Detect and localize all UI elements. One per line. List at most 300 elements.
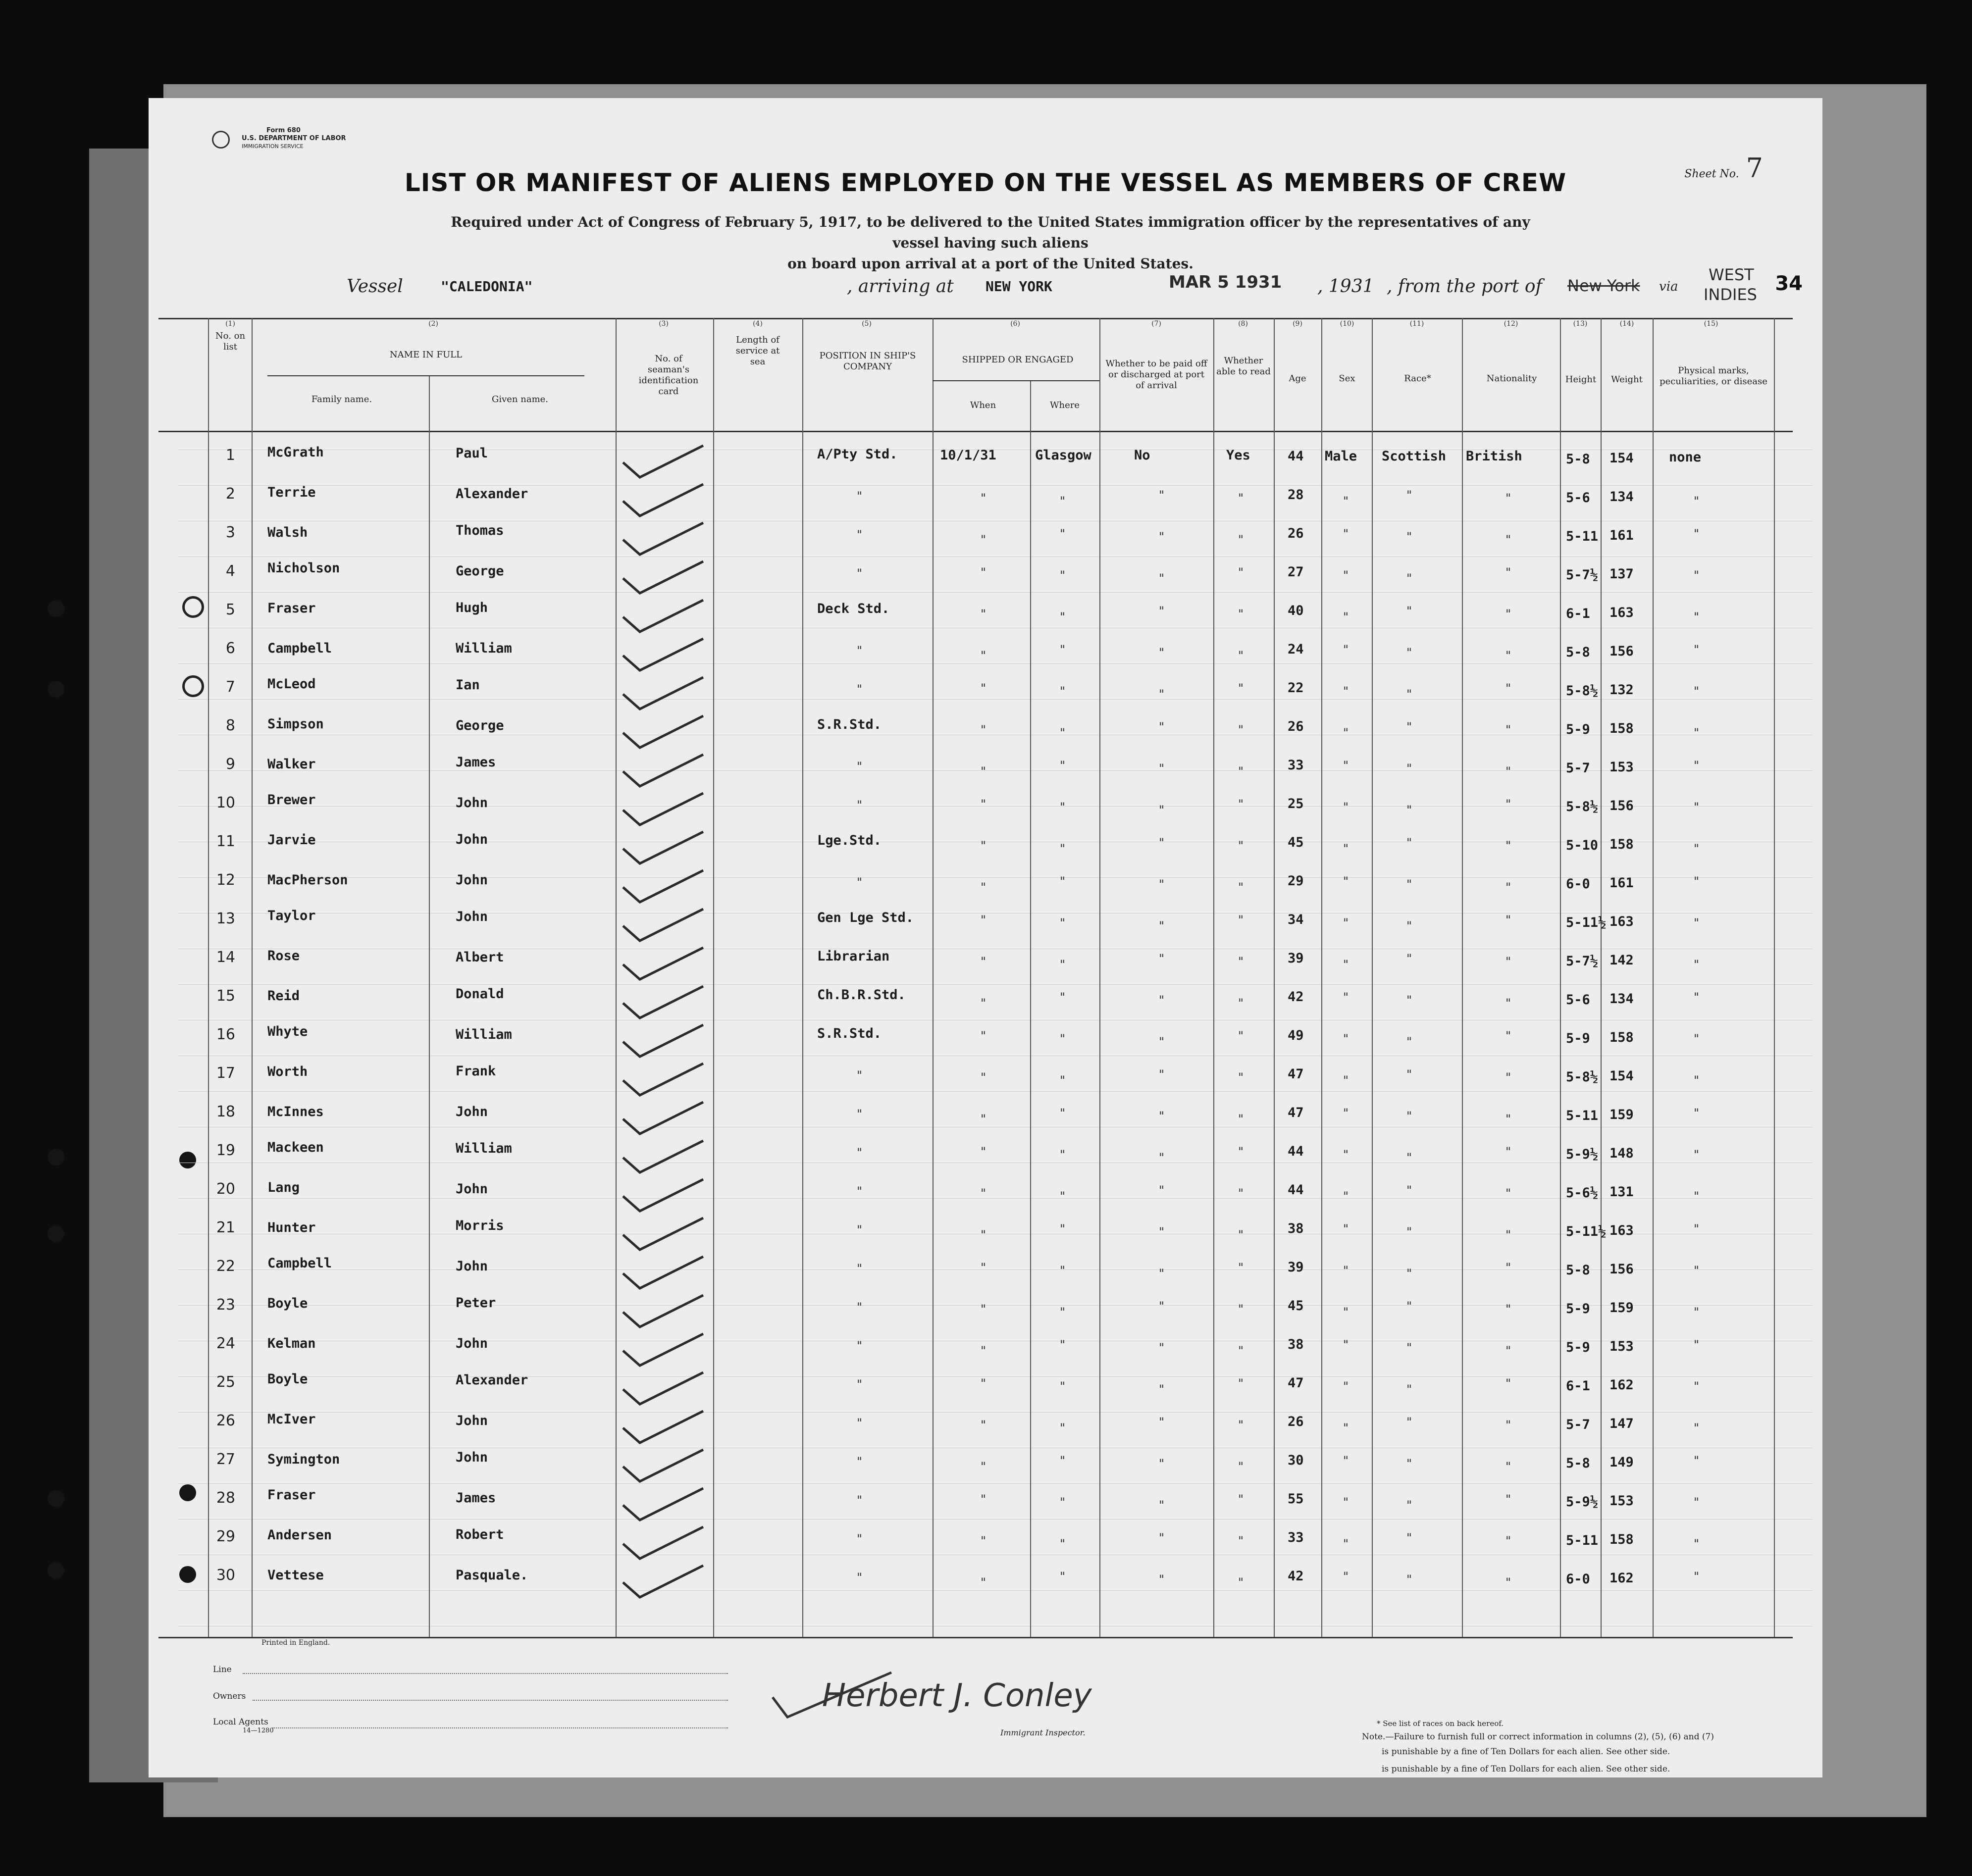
ditto-mark: "	[1060, 1495, 1066, 1509]
age: 39	[1288, 951, 1304, 966]
via-label: via	[1659, 279, 1678, 294]
owners-field	[253, 1699, 728, 1701]
age: 44	[1288, 449, 1304, 464]
ditto-mark: "	[1505, 1376, 1511, 1390]
check-mark-icon	[619, 828, 708, 867]
ditto-mark: "	[1694, 800, 1700, 814]
row-number: 15	[216, 987, 235, 1005]
row-number: 20	[216, 1180, 235, 1198]
row-number: 28	[216, 1489, 235, 1507]
row-number: 21	[216, 1219, 235, 1236]
ditto-mark: "	[1406, 646, 1412, 659]
ditto-mark: "	[1406, 993, 1412, 1007]
weight: 154	[1609, 451, 1634, 466]
ditto-mark: "	[1159, 604, 1165, 618]
position-ditto: "	[857, 1532, 863, 1546]
ditto-mark: "	[1343, 916, 1349, 930]
column-rule	[1774, 318, 1775, 1637]
family-name: Campbell	[267, 641, 332, 656]
column-rule	[1462, 318, 1463, 1637]
ditto-mark: "	[1159, 488, 1165, 502]
ditto-mark: "	[1238, 1575, 1244, 1589]
arriving-label: , arriving at	[847, 276, 954, 297]
ditto-mark: "	[1159, 571, 1165, 585]
ditto-mark: "	[1060, 1222, 1066, 1236]
given-name: George	[456, 718, 504, 733]
given-name: John	[456, 1450, 488, 1465]
ruled-line	[178, 1519, 1813, 1520]
ditto-mark: "	[1694, 1305, 1700, 1319]
position-ditto: "	[857, 1262, 863, 1275]
height: 5-9	[1566, 1301, 1590, 1317]
ditto-mark: "	[1060, 842, 1066, 856]
ditto-mark: "	[1060, 643, 1066, 657]
height: 5-8½	[1566, 683, 1599, 699]
signature-caption: Immigrant Inspector.	[1000, 1728, 1086, 1737]
ditto-mark: "	[1238, 1418, 1244, 1432]
family-name: Hunter	[267, 1220, 316, 1235]
weight: 142	[1609, 953, 1634, 968]
age: 34	[1288, 912, 1304, 927]
ditto-mark: "	[1406, 1035, 1412, 1049]
manifest-sheet	[149, 98, 1822, 1777]
col-header-id-card: No. of seaman's identification card	[638, 354, 699, 397]
ruled-line	[178, 984, 1813, 985]
family-name: Andersen	[267, 1527, 332, 1543]
col-header-paid-off: Whether to be paid off or discharged at port of arrival	[1105, 358, 1207, 391]
name-subheader-rule	[267, 375, 584, 376]
weight: 156	[1609, 644, 1634, 659]
age: 27	[1288, 564, 1304, 580]
ditto-mark: "	[1694, 1222, 1700, 1236]
fine-note-3: is punishable by a fine of Ten Dollars for each alien. See other side.	[1382, 1764, 1670, 1774]
position-ditto: "	[857, 1300, 863, 1314]
row-number: 3	[225, 524, 235, 541]
ditto-mark: "	[1343, 494, 1349, 508]
col-header-weight: Weight	[1611, 374, 1643, 385]
ditto-mark: "	[1343, 1570, 1349, 1583]
weight: 161	[1609, 875, 1634, 891]
ruled-line	[178, 1091, 1813, 1092]
height: 5-8½	[1566, 1069, 1599, 1085]
ditto-mark: "	[1060, 1379, 1066, 1393]
ditto-mark: "	[981, 565, 986, 579]
height: 5-11	[1566, 1108, 1599, 1123]
local-agents-label: Local Agents	[213, 1717, 268, 1727]
check-mark-icon	[619, 596, 708, 636]
ditto-mark: "	[1060, 759, 1066, 772]
given-name: John	[456, 909, 488, 924]
ditto-mark: "	[1694, 1495, 1700, 1509]
ditto-mark: "	[1505, 764, 1511, 778]
ditto-mark: "	[981, 1492, 986, 1506]
family-name: Walsh	[267, 525, 308, 540]
from-label: , from the port of	[1387, 276, 1542, 297]
col3-number: (3)	[659, 320, 669, 328]
ditto-mark: "	[1060, 494, 1066, 508]
given-name: Alexander	[456, 1372, 528, 1388]
given-name: Ian	[456, 677, 480, 693]
ditto-mark: "	[1406, 1415, 1412, 1429]
height: 5-9	[1566, 722, 1590, 737]
ditto-mark: "	[1238, 1070, 1244, 1084]
height: 5-8	[1566, 645, 1590, 660]
ditto-mark: "	[1505, 913, 1511, 927]
ruled-line	[178, 1590, 1813, 1591]
age: 33	[1288, 1530, 1304, 1545]
ditto-mark: "	[1343, 958, 1349, 971]
height: 5-9½	[1566, 1147, 1599, 1162]
check-mark-icon	[619, 1060, 708, 1099]
ditto-mark: "	[1694, 1338, 1700, 1352]
ditto-mark: "	[1238, 723, 1244, 737]
row-number: 27	[216, 1451, 235, 1468]
owners-label: Owners	[213, 1691, 246, 1701]
position-ditto: "	[857, 1184, 863, 1198]
row-number: 23	[216, 1296, 235, 1314]
ditto-mark: "	[1060, 990, 1066, 1004]
height: 5-6½	[1566, 1185, 1599, 1201]
family-name: Campbell	[267, 1256, 332, 1271]
ditto-mark: "	[1159, 803, 1165, 817]
ditto-mark: "	[1505, 1575, 1511, 1589]
ditto-mark: "	[1505, 1302, 1511, 1316]
ditto-mark: "	[1406, 1382, 1412, 1396]
position: Ch.B.R.Std.	[817, 987, 906, 1003]
ditto-mark: "	[981, 880, 986, 894]
weight: 159	[1609, 1107, 1634, 1122]
height: 5-8	[1566, 452, 1590, 467]
ditto-mark: "	[1505, 649, 1511, 662]
ruled-line	[178, 485, 1813, 486]
given-name: William	[456, 1141, 512, 1156]
ditto-mark: "	[1343, 1495, 1349, 1509]
ditto-mark: "	[1343, 1073, 1349, 1087]
age: 42	[1288, 989, 1304, 1005]
ditto-mark: "	[1505, 880, 1511, 894]
ditto-mark: "	[1159, 1035, 1165, 1049]
row-number: 11	[216, 833, 235, 850]
ditto-mark: "	[1060, 874, 1066, 888]
ditto-mark: "	[1159, 1067, 1165, 1081]
ditto-mark: "	[1159, 1572, 1165, 1586]
height: 5-9	[1566, 1031, 1590, 1046]
given-name: John	[456, 1413, 488, 1428]
position: A/Pty Std.	[817, 447, 898, 462]
check-mark-icon	[619, 442, 708, 481]
ditto-mark: "	[1406, 1299, 1412, 1313]
ditto-mark: "	[1238, 533, 1244, 547]
check-mark-icon	[619, 1291, 708, 1331]
given-name: John	[456, 1181, 488, 1197]
ditto-mark: "	[1694, 1379, 1700, 1393]
ditto-mark: "	[1060, 916, 1066, 930]
col-header-when: When	[970, 400, 996, 410]
ditto-mark: "	[1159, 687, 1165, 701]
arriving-port: NEW YORK	[986, 278, 1052, 295]
binder-hole	[48, 681, 64, 698]
ditto-mark: "	[1505, 839, 1511, 853]
position-ditto: "	[857, 1223, 863, 1237]
ditto-mark: "	[1406, 720, 1412, 734]
ditto-mark: "	[1060, 568, 1066, 582]
weight: 148	[1609, 1146, 1634, 1161]
ruled-line	[178, 1376, 1813, 1377]
row-number: 24	[216, 1335, 235, 1352]
row-number: 13	[216, 910, 235, 927]
ditto-mark: "	[1505, 491, 1511, 505]
ditto-mark: "	[1238, 1302, 1244, 1316]
ditto-mark: "	[1238, 764, 1244, 778]
age: 25	[1288, 796, 1304, 811]
sheet-label: Sheet No.	[1684, 168, 1739, 180]
ditto-mark: "	[1694, 494, 1700, 508]
ditto-mark: "	[1159, 1299, 1165, 1313]
ditto-mark: "	[981, 797, 986, 811]
vessel-name: "CALEDONIA"	[441, 278, 533, 295]
ruled-line	[178, 1412, 1813, 1413]
col-header-where: Where	[1049, 400, 1080, 410]
ditto-mark: "	[981, 1112, 986, 1126]
ditto-mark: "	[981, 1376, 986, 1390]
height: 5-9½	[1566, 1494, 1599, 1510]
row-number: 29	[216, 1528, 235, 1545]
ditto-mark: "	[981, 533, 986, 547]
ditto-mark: "	[1159, 530, 1165, 544]
check-mark-icon	[619, 1446, 708, 1485]
ditto-mark: "	[1238, 565, 1244, 579]
ditto-mark: "	[1159, 1183, 1165, 1197]
ditto-mark: "	[1406, 1151, 1412, 1165]
ditto-mark: "	[1159, 836, 1165, 850]
fine-note-1: Note.—Failure to furnish full or correct information in columns (2), (5), (6) and (7)	[1362, 1732, 1714, 1742]
position-ditto: "	[857, 875, 863, 889]
weight: 158	[1609, 837, 1634, 852]
shipped-where: Glasgow	[1035, 448, 1091, 463]
ditto-mark: "	[1238, 913, 1244, 927]
height: 5-7½	[1566, 567, 1599, 583]
family-name: McInnes	[267, 1104, 324, 1119]
ditto-mark: "	[1505, 533, 1511, 547]
ditto-mark: "	[1238, 491, 1244, 505]
family-name: Worth	[267, 1064, 308, 1079]
height: 5-10	[1566, 838, 1599, 853]
ditto-mark: "	[1505, 1070, 1511, 1084]
col5-number: (5)	[862, 320, 872, 328]
given-name: Albert	[456, 950, 504, 965]
column-rule	[1321, 318, 1322, 1637]
weight: 137	[1609, 566, 1634, 582]
position: S.R.Std.	[817, 717, 882, 732]
ditto-mark: "	[1159, 1341, 1165, 1355]
ditto-mark: "	[1694, 874, 1700, 888]
ditto-mark: "	[1159, 1498, 1165, 1512]
given-name: John	[456, 872, 488, 888]
check-mark-icon	[619, 1562, 708, 1601]
ditto-mark: "	[1060, 1148, 1066, 1162]
ditto-mark: "	[1238, 1029, 1244, 1043]
ditto-mark: "	[1694, 990, 1700, 1004]
family-name: Walker	[267, 757, 316, 772]
col-header-physical-marks: Physical marks, peculiarities, or disease	[1660, 365, 1767, 387]
col-header-no-on-list: No. on list	[215, 331, 246, 352]
weight: 156	[1609, 798, 1634, 813]
column-rule	[1030, 380, 1031, 1637]
sheet-number: 7	[1746, 152, 1763, 184]
given-name: Morris	[456, 1218, 504, 1233]
ditto-mark: "	[1238, 649, 1244, 662]
weight: 154	[1609, 1068, 1634, 1084]
weight: 134	[1609, 489, 1634, 505]
ditto-mark: "	[1505, 1145, 1511, 1159]
ditto-mark: "	[1060, 1106, 1066, 1120]
ditto-mark: "	[1343, 1305, 1349, 1319]
ditto-mark: "	[1238, 607, 1244, 621]
ditto-mark: "	[981, 1029, 986, 1043]
age: 29	[1288, 873, 1304, 889]
ditto-mark: "	[981, 649, 986, 662]
ditto-mark: "	[1238, 797, 1244, 811]
ditto-mark: "	[1238, 880, 1244, 894]
col9-number: (9)	[1293, 320, 1302, 328]
ditto-mark: "	[1694, 1106, 1700, 1120]
ditto-mark: "	[1694, 684, 1700, 698]
ruled-line	[178, 592, 1813, 593]
family-name: Nicholson	[267, 560, 340, 576]
family-name: Terrie	[267, 485, 316, 500]
age: 49	[1288, 1028, 1304, 1043]
weight: 158	[1609, 721, 1634, 736]
binder-hole	[179, 1484, 196, 1501]
document-subtitle	[426, 212, 1555, 274]
ditto-mark: "	[1406, 1457, 1412, 1470]
ditto-mark: "	[1694, 1189, 1700, 1203]
ditto-mark: "	[1406, 919, 1412, 933]
col6-number: (6)	[1010, 320, 1020, 328]
ditto-mark: "	[1406, 1531, 1412, 1545]
weight: 163	[1609, 1223, 1634, 1238]
vessel-label: Vessel	[347, 276, 403, 297]
family-name: Symington	[267, 1452, 340, 1467]
height: 5-7	[1566, 1417, 1590, 1432]
ditto-mark: "	[1406, 1183, 1412, 1197]
height: 5-8½	[1566, 799, 1599, 814]
age: 26	[1288, 1414, 1304, 1429]
ditto-mark: "	[1343, 874, 1349, 888]
col-header-race: Race*	[1404, 373, 1431, 384]
ditto-mark: "	[1343, 643, 1349, 657]
row-number: 12	[216, 871, 235, 889]
ditto-mark: "	[1406, 687, 1412, 701]
family-name: Whyte	[267, 1024, 308, 1039]
age: 40	[1288, 603, 1304, 618]
ditto-mark: "	[1060, 1264, 1066, 1277]
form-service: IMMIGRATION SERVICE	[242, 143, 304, 150]
family-name: Taylor	[267, 908, 316, 923]
ditto-mark: "	[1238, 1145, 1244, 1159]
check-mark-icon	[619, 1175, 708, 1215]
family-name: Fraser	[267, 601, 316, 616]
col15-number: (15)	[1704, 320, 1718, 328]
row-number: 30	[216, 1567, 235, 1584]
ditto-mark: "	[1060, 1032, 1066, 1046]
given-name: Thomas	[456, 523, 504, 538]
ditto-mark: "	[1159, 993, 1165, 1007]
ditto-mark: "	[981, 681, 986, 695]
ditto-mark: "	[1505, 1534, 1511, 1548]
year-printed: , 1931	[1317, 276, 1374, 297]
ditto-mark: "	[1505, 565, 1511, 579]
ditto-mark: "	[981, 955, 986, 968]
ditto-mark: "	[1406, 571, 1412, 585]
binder-hole	[48, 1490, 64, 1507]
ditto-mark: "	[1060, 1537, 1066, 1551]
subtitle-line-2: on board upon arrival at a port of the United States.	[787, 255, 1194, 272]
check-mark-icon	[619, 751, 708, 790]
column-rule	[208, 318, 209, 1637]
position-ditto: "	[857, 644, 863, 658]
col12-number: (12)	[1504, 320, 1518, 328]
col13-number: (13)	[1573, 320, 1588, 328]
age: 26	[1288, 526, 1304, 541]
ditto-mark: "	[1238, 1376, 1244, 1390]
row-number: 19	[216, 1142, 235, 1159]
ditto-mark: "	[1343, 1537, 1349, 1551]
ditto-mark: "	[1060, 1073, 1066, 1087]
height: 6-1	[1566, 606, 1590, 621]
ditto-mark: "	[1694, 1537, 1700, 1551]
row-number: 10	[216, 794, 235, 811]
ditto-mark: "	[1343, 1338, 1349, 1352]
inspector-signature: Herbert J. Conley	[822, 1677, 1092, 1714]
ditto-mark: "	[1343, 1148, 1349, 1162]
position-ditto: "	[857, 1377, 863, 1391]
ditto-mark: "	[1343, 1222, 1349, 1236]
col10-number: (10)	[1340, 320, 1354, 328]
position-ditto: "	[857, 1068, 863, 1082]
ditto-mark: "	[1505, 1344, 1511, 1358]
ditto-mark: "	[1406, 1225, 1412, 1239]
ditto-mark: "	[1238, 681, 1244, 695]
ditto-mark: "	[1159, 646, 1165, 659]
family-name: MacPherson	[267, 872, 348, 888]
col-header-age: Age	[1289, 373, 1306, 384]
weight: 131	[1609, 1184, 1634, 1200]
position-ditto: "	[857, 1493, 863, 1507]
check-mark-icon	[619, 519, 708, 558]
check-mark-icon	[619, 635, 708, 674]
weight: 134	[1609, 991, 1634, 1007]
ruled-line	[178, 1483, 1813, 1484]
col-header-name: NAME IN FULL	[389, 350, 463, 360]
ditto-mark: "	[1694, 643, 1700, 657]
family-name: Vettese	[267, 1568, 324, 1583]
given-name: Peter	[456, 1295, 496, 1311]
ditto-mark: "	[1238, 1344, 1244, 1358]
weight: 158	[1609, 1532, 1634, 1547]
weight: 162	[1609, 1571, 1634, 1586]
from-port: New York	[1567, 276, 1640, 295]
ditto-mark: "	[1343, 1454, 1349, 1468]
height: 5-11	[1566, 529, 1599, 544]
column-rule	[616, 318, 617, 1637]
check-mark-icon	[619, 1021, 708, 1061]
ditto-mark: "	[1505, 797, 1511, 811]
ditto-mark: "	[1238, 996, 1244, 1010]
check-mark-icon	[619, 789, 708, 829]
given-name: George	[456, 563, 504, 579]
binder-hole	[182, 675, 204, 697]
